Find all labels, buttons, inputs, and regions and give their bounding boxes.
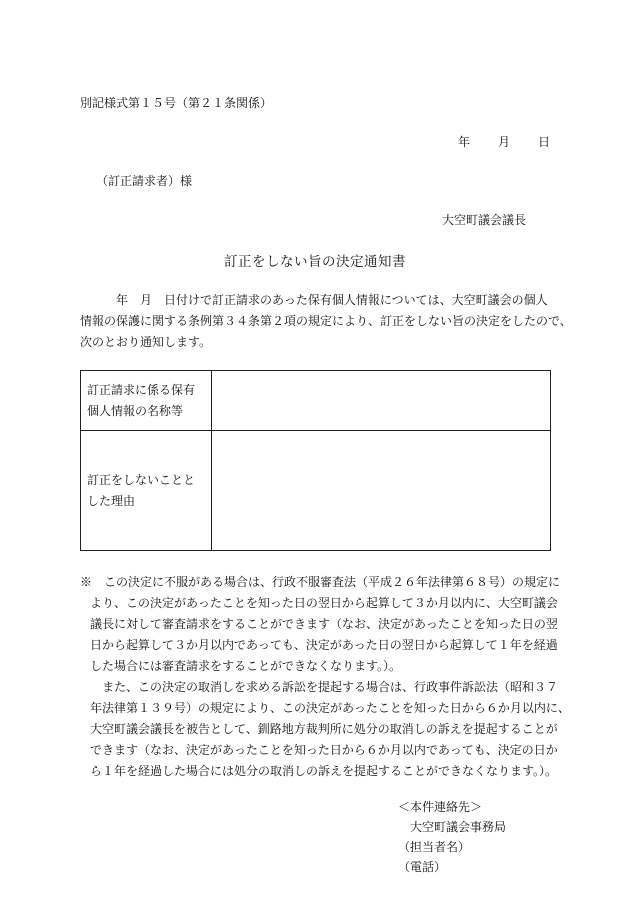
contact-block	[398, 797, 506, 877]
row2-value	[212, 431, 551, 551]
document-title: 訂正をしない旨の決定通知書	[224, 254, 406, 270]
form-number: 別記様式第１５号（第２１条関係）	[80, 96, 273, 110]
note-line: ※ この決定に不服がある場合は、行政不服審査法（平成２６年法律第６８号）の規定に	[80, 575, 561, 589]
row1-value	[212, 371, 551, 431]
date-day: 日	[537, 135, 550, 149]
sender: 大空町議会議長	[441, 213, 526, 227]
note-line: 日から起算して３か月以内であっても、決定があった日の翌日から起算して１年を経過	[90, 638, 558, 652]
row1-label-line: 個人情報の名称等	[87, 403, 184, 418]
contact-heading: ＜本件連絡先＞	[398, 800, 483, 814]
date-year: 年	[457, 135, 470, 149]
note-line: した場合には審査請求をすることができなくなります。）。	[90, 659, 402, 673]
table-row	[81, 431, 551, 551]
appeal-note	[80, 572, 570, 782]
row2-label-line: した理由	[87, 493, 136, 508]
intro-line: 次のとおり通知します。	[80, 335, 212, 349]
contact-phone: （電話）	[398, 860, 447, 874]
addressee: （訂正請求者）様	[96, 174, 193, 188]
intro-line: 情報の保護に関する条例第３４条第２項の規定により、訂正をしない旨の決定をしたので、	[80, 314, 572, 328]
row2-label-line: 訂正をしないことと	[87, 472, 196, 487]
note-line: できます（なお、決定があったことを知った日から６か月以内であっても、決定の日か	[90, 743, 558, 757]
date-month: 月	[497, 135, 510, 149]
row2-label	[81, 431, 212, 551]
intro-paragraph	[80, 290, 572, 353]
intro-line: 年 月 日付けで訂正請求のあった保有個人情報については、大空町議会の個人	[80, 293, 548, 307]
note-line: ら１年を経過した場合には処分の取消しの訴えを提起することができなくなります。）。	[90, 764, 558, 778]
note-line: 年法律第１３９号）の規定により、この決定があったことを知った日から６か月以内に、	[90, 701, 570, 715]
note-line: 議長に対して審査請求をすることができます（なお、決定があったことを知った日の翌	[90, 617, 558, 631]
contact-office: 大空町議会事務局	[410, 820, 507, 834]
table-row	[81, 371, 551, 431]
row1-label-line: 訂正請求に係る保有	[87, 382, 196, 397]
row1-label	[81, 371, 212, 431]
contact-person: （担当者名）	[398, 840, 471, 854]
note-line: また、この決定の取消しを求める訴訟を提起する場合は、行政事件訴訟法（昭和３７	[90, 680, 559, 694]
info-table	[80, 370, 551, 551]
note-line: 大空町議会議長を被告として、釧路地方裁判所に処分の取消しの訴えを提起することが	[90, 722, 558, 736]
date-line	[458, 133, 550, 150]
note-line: より、この決定があったことを知った日の翌日から起算して３か月以内に、大空町議会	[90, 596, 558, 610]
